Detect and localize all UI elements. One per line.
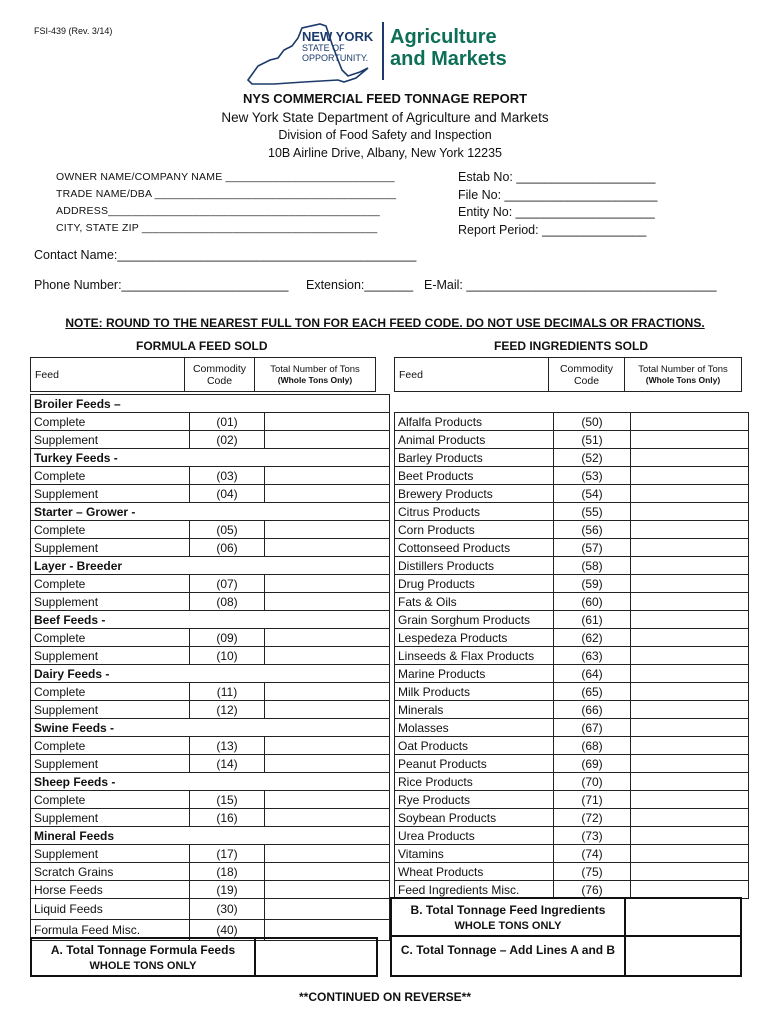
table-row <box>395 539 749 557</box>
commodity-code: (11) <box>190 683 265 701</box>
tons-input[interactable] <box>265 575 390 593</box>
table-row <box>31 863 390 881</box>
feed-label: Supplement <box>31 809 190 827</box>
commodity-code: (10) <box>190 647 265 665</box>
tons-input[interactable] <box>631 701 749 719</box>
total-b-input[interactable] <box>626 899 740 935</box>
table-row <box>395 629 749 647</box>
tons-input[interactable] <box>631 719 749 737</box>
commodity-code: (16) <box>190 809 265 827</box>
report-period-field[interactable]: Report Period: _______________ <box>458 223 647 237</box>
table-row <box>31 791 390 809</box>
tons-input[interactable] <box>631 449 749 467</box>
commodity-code: (68) <box>554 737 631 755</box>
table-row <box>31 629 390 647</box>
department-address: 10B Airline Drive, Albany, New York 12235 <box>268 146 502 160</box>
tons-input[interactable] <box>631 431 749 449</box>
table-row <box>31 431 390 449</box>
tons-input[interactable] <box>265 845 390 863</box>
commodity-code: (03) <box>190 467 265 485</box>
total-b-label: B. Total Tonnage Feed Ingredients <box>410 903 606 917</box>
tons-input[interactable] <box>265 413 390 431</box>
commodity-code: (69) <box>554 755 631 773</box>
feed-label: Fats & Oils <box>395 593 554 611</box>
commodity-code: (18) <box>190 863 265 881</box>
tons-input[interactable] <box>265 737 390 755</box>
tons-input[interactable] <box>631 809 749 827</box>
tons-input[interactable] <box>631 467 749 485</box>
commodity-code: (01) <box>190 413 265 431</box>
tons-input[interactable] <box>265 485 390 503</box>
group-label: Starter – Grower - <box>31 503 190 521</box>
feed-label: Complete <box>31 521 190 539</box>
table-row <box>31 899 390 920</box>
commodity-code: (74) <box>554 845 631 863</box>
ingredients-col-feed: Feed <box>394 357 549 392</box>
feed-label: Citrus Products <box>395 503 554 521</box>
owner-name-field[interactable]: OWNER NAME/COMPANY NAME ____________________________ <box>56 171 395 183</box>
table-row <box>395 593 749 611</box>
feed-label: Barley Products <box>395 449 554 467</box>
table-row <box>395 701 749 719</box>
address-field[interactable]: ADDRESS_____________________________________________ <box>56 205 380 217</box>
feed-label: Complete <box>31 737 190 755</box>
ny-wordmark: NEW YORK STATE OF OPPORTUNITY. <box>302 29 374 63</box>
tons-input[interactable] <box>265 809 390 827</box>
feed-label: Alfalfa Products <box>395 413 554 431</box>
tons-input[interactable] <box>631 773 749 791</box>
table-row <box>31 683 390 701</box>
feed-ingredients-table <box>394 412 749 899</box>
commodity-code: (09) <box>190 629 265 647</box>
tons-input[interactable] <box>631 827 749 845</box>
commodity-code: (30) <box>190 899 265 920</box>
table-row <box>395 503 749 521</box>
total-a-box <box>30 937 378 977</box>
table-row <box>395 863 749 881</box>
total-a-label: A. Total Tonnage Formula Feeds <box>50 943 236 957</box>
feed-label: Supplement <box>31 485 190 503</box>
feed-label: Cottonseed Products <box>395 539 554 557</box>
continued-note: **CONTINUED ON REVERSE** <box>298 990 472 1004</box>
tons-input[interactable] <box>631 575 749 593</box>
group-label: Beef Feeds - <box>31 611 190 629</box>
logo-divider <box>382 22 384 80</box>
feed-label: Scratch Grains <box>31 863 190 881</box>
tons-input[interactable] <box>265 431 390 449</box>
table-row <box>31 449 390 467</box>
tons-input[interactable] <box>265 863 390 881</box>
tons-input[interactable] <box>265 899 390 920</box>
city-state-zip-field[interactable]: CITY, STATE ZIP _______________________________________ <box>56 222 378 234</box>
tons-input[interactable] <box>631 539 749 557</box>
group-label: Swine Feeds - <box>31 719 190 737</box>
feed-label: Milk Products <box>395 683 554 701</box>
table-row <box>31 557 390 575</box>
table-row <box>395 557 749 575</box>
commodity-code: (59) <box>554 575 631 593</box>
extension-field[interactable]: Extension:_______ <box>306 278 414 292</box>
table-row <box>395 773 749 791</box>
commodity-code: (15) <box>190 791 265 809</box>
department-name: New York State Department of Agriculture and Markets <box>221 110 549 125</box>
commodity-code: (12) <box>190 701 265 719</box>
tons-input[interactable] <box>631 611 749 629</box>
table-row <box>31 827 390 845</box>
feed-label: Supplement <box>31 539 190 557</box>
table-row <box>31 665 390 683</box>
tons-input[interactable] <box>631 737 749 755</box>
commodity-code: (70) <box>554 773 631 791</box>
table-row <box>31 611 390 629</box>
tons-input[interactable] <box>631 791 749 809</box>
report-title: NYS COMMERCIAL FEED TONNAGE REPORT <box>242 91 528 106</box>
table-row <box>31 755 390 773</box>
commodity-code: (14) <box>190 755 265 773</box>
total-a-input[interactable] <box>256 939 376 975</box>
table-row <box>395 755 749 773</box>
commodity-code: (64) <box>554 665 631 683</box>
table-row <box>31 647 390 665</box>
commodity-code: (71) <box>554 791 631 809</box>
tons-input[interactable] <box>631 683 749 701</box>
total-c-box <box>390 935 742 977</box>
commodity-code: (61) <box>554 611 631 629</box>
table-row <box>395 809 749 827</box>
feed-label: Beet Products <box>395 467 554 485</box>
phone-number-field[interactable]: Phone Number:________________________ <box>34 278 289 292</box>
agency-logo <box>244 22 534 88</box>
commodity-code: (19) <box>190 881 265 899</box>
commodity-code: (76) <box>554 881 631 899</box>
feed-label: Formula Feed Misc. <box>31 920 190 941</box>
feed-label: Horse Feeds <box>31 881 190 899</box>
tons-input[interactable] <box>265 629 390 647</box>
feed-label: Complete <box>31 629 190 647</box>
table-row <box>31 737 390 755</box>
total-c-label: C. Total Tonnage – Add Lines A and B <box>400 943 616 957</box>
table-row <box>395 485 749 503</box>
table-row <box>395 467 749 485</box>
table-row <box>395 449 749 467</box>
group-label: Dairy Feeds - <box>31 665 190 683</box>
tons-input[interactable] <box>265 683 390 701</box>
table-row <box>395 737 749 755</box>
feed-label: Supplement <box>31 647 190 665</box>
feed-label: Supplement <box>31 755 190 773</box>
commodity-code: (58) <box>554 557 631 575</box>
feed-label: Soybean Products <box>395 809 554 827</box>
commodity-code: (06) <box>190 539 265 557</box>
commodity-code: (40) <box>190 920 265 941</box>
commodity-code: (05) <box>190 521 265 539</box>
group-label: Sheep Feeds - <box>31 773 190 791</box>
table-row <box>31 521 390 539</box>
tons-input[interactable] <box>265 647 390 665</box>
tons-input[interactable] <box>631 503 749 521</box>
form-id: FSI-439 (Rev. 3/14) <box>34 26 113 36</box>
feed-label: Complete <box>31 467 190 485</box>
table-row <box>31 845 390 863</box>
formula-col-tons: Total Number of Tons (Whole Tons Only) <box>254 357 376 392</box>
feed-label: Lespedeza Products <box>395 629 554 647</box>
feed-label: Distillers Products <box>395 557 554 575</box>
feed-label: Complete <box>31 791 190 809</box>
total-a-sub: WHOLE TONS ONLY <box>89 960 197 972</box>
commodity-code: (04) <box>190 485 265 503</box>
table-row <box>31 719 390 737</box>
commodity-code: (50) <box>554 413 631 431</box>
estab-no-field[interactable]: Estab No: ____________________ <box>458 170 656 184</box>
commodity-code: (02) <box>190 431 265 449</box>
group-label: Layer - Breeder <box>31 557 190 575</box>
commodity-code: (55) <box>554 503 631 521</box>
feed-label: Brewery Products <box>395 485 554 503</box>
tons-input[interactable] <box>631 863 749 881</box>
feed-label: Peanut Products <box>395 755 554 773</box>
feed-label: Liquid Feeds <box>31 899 190 920</box>
table-row <box>395 575 749 593</box>
table-row <box>31 809 390 827</box>
division-name: Division of Food Safety and Inspection <box>278 128 492 142</box>
group-label: Mineral Feeds <box>31 827 190 845</box>
table-row <box>395 845 749 863</box>
table-row <box>395 647 749 665</box>
table-row <box>395 611 749 629</box>
total-b-sub: WHOLE TONS ONLY <box>454 920 562 932</box>
formula-feed-heading: FORMULA FEED SOLD <box>136 339 268 353</box>
table-row <box>31 503 390 521</box>
table-row <box>31 485 390 503</box>
commodity-code: (17) <box>190 845 265 863</box>
table-row <box>395 413 749 431</box>
tons-input[interactable] <box>631 665 749 683</box>
tons-input[interactable] <box>265 755 390 773</box>
commodity-code: (57) <box>554 539 631 557</box>
entity-no-field[interactable]: Entity No: ____________________ <box>458 205 655 219</box>
table-row <box>395 665 749 683</box>
table-row <box>31 395 390 413</box>
table-row <box>31 539 390 557</box>
feed-label: Supplement <box>31 701 190 719</box>
feed-label: Animal Products <box>395 431 554 449</box>
tons-input[interactable] <box>265 467 390 485</box>
feed-label: Complete <box>31 413 190 431</box>
commodity-code: (62) <box>554 629 631 647</box>
formula-col-code: Commodity Code <box>184 357 255 392</box>
group-label: Broiler Feeds – <box>31 395 190 413</box>
table-row <box>31 701 390 719</box>
feed-label: Rice Products <box>395 773 554 791</box>
feed-label: Urea Products <box>395 827 554 845</box>
table-row <box>395 431 749 449</box>
commodity-code: (13) <box>190 737 265 755</box>
table-row <box>31 467 390 485</box>
ingredients-col-tons: Total Number of Tons (Whole Tons Only) <box>624 357 742 392</box>
ingredients-col-code: Commodity Code <box>548 357 625 392</box>
commodity-code: (67) <box>554 719 631 737</box>
tons-input[interactable] <box>631 845 749 863</box>
feed-label: Complete <box>31 683 190 701</box>
feed-label: Wheat Products <box>395 863 554 881</box>
trade-name-field[interactable]: TRADE NAME/DBA ________________________________________ <box>56 188 397 200</box>
formula-feed-table <box>30 394 390 941</box>
commodity-code: (56) <box>554 521 631 539</box>
feed-label: Rye Products <box>395 791 554 809</box>
tons-input[interactable] <box>265 701 390 719</box>
commodity-code: (73) <box>554 827 631 845</box>
feed-label: Molasses <box>395 719 554 737</box>
commodity-code: (53) <box>554 467 631 485</box>
total-b-box <box>390 897 742 937</box>
tons-input[interactable] <box>265 593 390 611</box>
commodity-code: (07) <box>190 575 265 593</box>
feed-label: Supplement <box>31 593 190 611</box>
commodity-code: (72) <box>554 809 631 827</box>
feed-label: Drug Products <box>395 575 554 593</box>
commodity-code: (75) <box>554 863 631 881</box>
agency-wordmark: Agriculture and Markets <box>390 26 507 70</box>
table-row <box>395 791 749 809</box>
tons-input[interactable] <box>631 521 749 539</box>
table-row <box>31 413 390 431</box>
commodity-code: (63) <box>554 647 631 665</box>
group-label: Turkey Feeds - <box>31 449 190 467</box>
feed-label: Minerals <box>395 701 554 719</box>
commodity-code: (51) <box>554 431 631 449</box>
tons-input[interactable] <box>631 647 749 665</box>
feed-label: Corn Products <box>395 521 554 539</box>
table-row <box>395 881 749 899</box>
feed-label: Marine Products <box>395 665 554 683</box>
feed-label: Linseeds & Flax Products <box>395 647 554 665</box>
table-row <box>395 683 749 701</box>
tons-input[interactable] <box>631 629 749 647</box>
table-row <box>31 575 390 593</box>
commodity-code: (52) <box>554 449 631 467</box>
email-field[interactable]: E-Mail: ____________________________________ <box>424 278 717 292</box>
feed-label: Vitamins <box>395 845 554 863</box>
feed-label: Grain Sorghum Products <box>395 611 554 629</box>
table-row <box>31 881 390 899</box>
commodity-code: (65) <box>554 683 631 701</box>
tons-input[interactable] <box>631 557 749 575</box>
commodity-code: (08) <box>190 593 265 611</box>
tons-input[interactable] <box>631 755 749 773</box>
commodity-code: (54) <box>554 485 631 503</box>
rounding-note: NOTE: ROUND TO THE NEAREST FULL TON FOR EACH FEED CODE. DO NOT USE DECIMALS OR FRACTIONS. <box>65 316 705 330</box>
commodity-code: (66) <box>554 701 631 719</box>
table-row <box>395 827 749 845</box>
table-row <box>31 593 390 611</box>
table-row <box>395 719 749 737</box>
tons-input[interactable] <box>631 881 749 899</box>
tons-input[interactable] <box>265 791 390 809</box>
feed-label: Complete <box>31 575 190 593</box>
tons-input[interactable] <box>265 881 390 899</box>
table-row <box>395 521 749 539</box>
tons-input[interactable] <box>265 521 390 539</box>
contact-name-field[interactable]: Contact Name:___________________________________________ <box>34 248 417 262</box>
tons-input[interactable] <box>631 593 749 611</box>
feed-label: Oat Products <box>395 737 554 755</box>
commodity-code: (60) <box>554 593 631 611</box>
feed-label: Supplement <box>31 431 190 449</box>
tons-input[interactable] <box>631 485 749 503</box>
feed-label: Feed Ingredients Misc. <box>395 881 554 899</box>
tons-input[interactable] <box>265 539 390 557</box>
table-row <box>31 773 390 791</box>
file-no-field[interactable]: File No: ______________________ <box>458 188 658 202</box>
formula-col-feed: Feed <box>30 357 185 392</box>
feed-label: Supplement <box>31 845 190 863</box>
feed-ingredients-heading: FEED INGREDIENTS SOLD <box>494 339 649 353</box>
tons-input[interactable] <box>631 413 749 431</box>
total-c-input[interactable] <box>626 937 740 975</box>
